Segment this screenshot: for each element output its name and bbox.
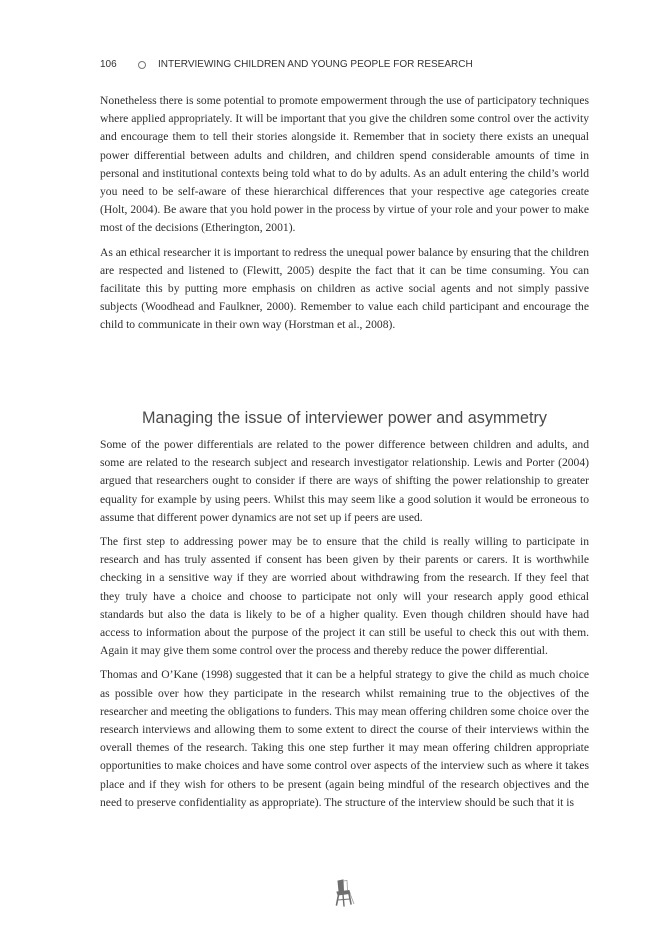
- running-title: INTERVIEWING CHILDREN AND YOUNG PEOPLE FOR RESEARCH: [158, 59, 473, 70]
- circle-bullet-icon: [138, 61, 146, 69]
- section-heading: Managing the issue of interviewer power and asymmetry: [142, 409, 547, 427]
- paragraph: As an ethical researcher it is important to redress the unequal power balance by ensuring that the children are respected and listened to (Flewitt, 2005) despite the fact that it can be time consuming. You can facilitate this by putting more emphasis on children as active social agents and not simply passive subjects (Woodhead and Faulkner, 2000). Remember to value each child participant and encourage the child to communicate in their own way (Horstman et al., 2008).: [100, 245, 590, 332]
- section-intro: [100, 92, 589, 341]
- paragraph: Some of the power differentials are related to the power difference between children and adults, and some are related to the research subject and research investigator relationship. Lewis and Porter (2004) argued that researchers ought to consider if there are ways of shifting the power relationship to greater equality for example by using peers. Whilst this may seem like a good solution it would be erroneous to assume that different power dynamics are not set up if peers are used.: [100, 438, 589, 524]
- running-head: [100, 59, 600, 70]
- paragraph: Thomas and O’Kane (1998) suggested that it can be a helpful strategy to give the child as much choice as possible over how they participate in the research whilst remaining true to the objectives of the researcher and meeting the obligations to funders. This may mean offering children some choice over the research interviews and allowing them to some extent to direct the course of their interviews within the overall themes of the research. Taking this one step further it may mean offering children appropriate opportunities to make choices and have some control over aspects of the interview such as where it takes place and if they wish for others to be present (again being mindful of the research objectives and the need to preserve confidentiality as appropriate). The structure of the interview should be such that it is: [100, 668, 589, 809]
- paragraph: Nonetheless there is some potential to promote empowerment through the use of participatory techniques where applied appropriately. It will be important that you give the children some control over the activity and encourage them to tell their stories alongside it. Remember that in society there exists an unequal power differential between adults and children, and children spend considerable amounts of time in personal and institutional contexts being told what to do by adults. As an adult entering the child’s world you need to be self-aware of these hierarchical differences that your respective age categories create (Holt, 2004). Be aware that you hold power in the process by virtue of your role and your power to make most of the decisions (Etherington, 2001).: [100, 94, 589, 235]
- chair-icon: [331, 878, 357, 908]
- page-number: 106: [100, 59, 117, 70]
- section-power: [100, 436, 589, 818]
- paragraph: The first step to addressing power may be to ensure that the child is really willing to participate in research and has truly assented if consent has been given by their parents or carers. It is worthwhile checking in a sensitive way if they are worried about withdrawing from the research. If they feel that they truly have a choice and choose to participate not only will your research apply good ethical standards but also the data is likely to be of a higher quality. Even though children should have had access to information about the purpose of the project it can still be useful to check this out with them. Again it may give them some control over the process and thereby reduce the power differential.: [100, 535, 589, 658]
